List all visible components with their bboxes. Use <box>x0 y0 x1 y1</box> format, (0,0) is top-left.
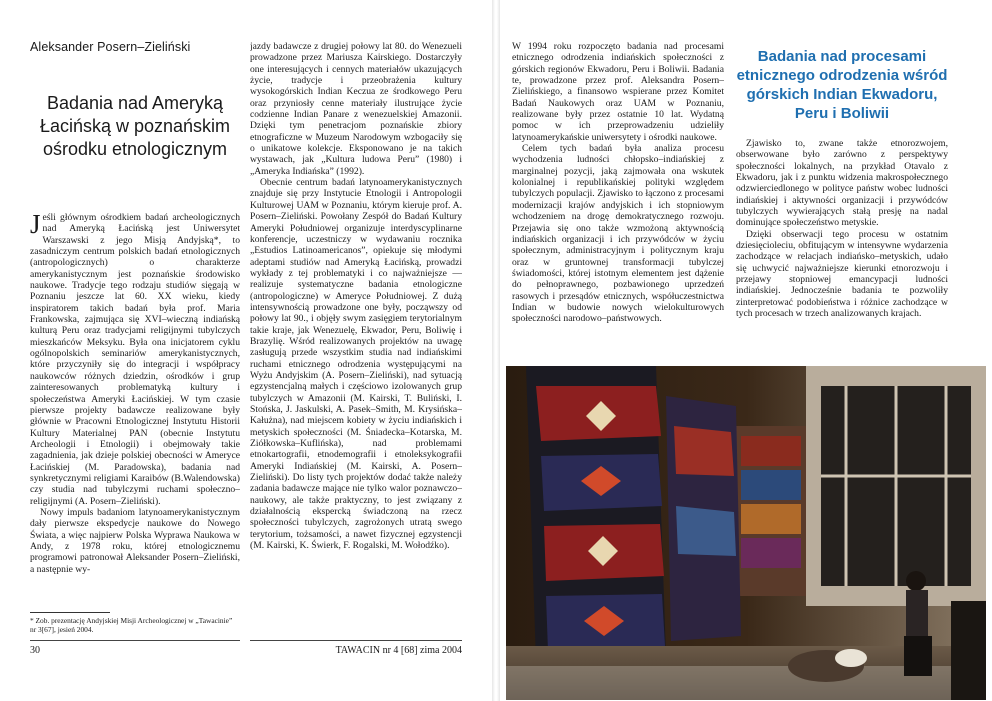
journal-issue: TAWACIN nr 4 [68] zima 2004 <box>335 645 462 656</box>
right-column-2 <box>736 138 948 356</box>
book-gutter <box>492 0 500 701</box>
paragraph: Dzięki obserwacji tego procesu w ostatnim dziesięcioleciu, obfitującym w intensywne wydarzenia zachodzące w relacjach indiańsko–metyskich, udało się uchwycić najważniejsze kierunki etnorozwoju i przejawy stopniowej emancypacji ludności indiańskiej. Jednocześnie badania te pozwoliły zinterpretować podobieństwa i różnice zachodzące w tych procesach w trzech analizowanych krajach. <box>736 228 948 320</box>
page-number: 30 <box>30 645 40 656</box>
footnote: * Zob. prezentację Andyjskiej Misji Archeologicznej w „Tawacinie” nr 3[67], jesień 2004. <box>30 616 233 634</box>
photo-illustration <box>506 366 986 700</box>
market-textiles-photo <box>506 366 986 700</box>
dropcap: J <box>30 212 41 239</box>
left-page <box>0 0 492 701</box>
paragraph <box>30 212 240 507</box>
footer-rule-left <box>30 640 240 641</box>
paragraph: Celem tych badań była analiza procesu wychodzenia ludności chłopsko–indiańskiej z marginalnej pozycji, jaką zajmowała ona wskutek kolonialnej i republikańskiej polityki względem tubylczych populacji. Zjawisko to łączono z procesami modernizacji krajów andyjskich i ich stopniowym wchodzeniem na drogę demokratycznego rozwoju. Przejawia się ono także wzmożoną aktywnością indiańskich organizacji i ich przywódców w życiu społecznym, administracyjnym i politycznym kraju oraz w gruntownej transformacji tubylczej świadomości, której istotnym elementem jest dążenie do pełnoprawnego, pozbawionego uprzedzeń rasowych i przesądów etnicznych, współuczestnictwa Indian w budowie nowych wielokulturowych społeczności narodowo–państwowych. <box>512 143 724 325</box>
author-name: Aleksander Posern–Zieliński <box>30 40 191 54</box>
left-column-2 <box>250 41 462 641</box>
article-title: Badania nad Ameryką Łacińską w poznańskim ośrodku etnologicznym <box>39 93 231 159</box>
paragraph-text: eśli głównym ośrodkiem badań archeologicznych nad Ameryką Łacińską jest Uniwersytet Warszawski z jego Misją Andyjską*, to zasadniczym centrum polskich badań etnologicznych (antropologicznych) o charakterze amerykanistycznym jest poznańskie środowisko naukowe. Tradycje tego rodzaju studiów sięgają w Poznaniu jeszcze lat 60. XX wieku, kiedy inspiratorem takich badań była prof. Maria Frankowska, zajmująca się XVI–wieczną indiańską kulturą Peru oraz tradycjami religijnymi tubylczych mieszkańców Meksyku. Była ona inicjatorem cyklu ogólnopolskich seminariów amerykanistycznych, które przyczyniły się do integracji i współpracy naukowców różnych dziedzin, ośrodków i grup zainteresowanych problematyką kultury i społeczeństwa Ameryki Łacińskiej. W tym czasie pierwsze projekty badawcze realizowane były głównie w Pracowni Etnologicznej Instytutu Historii Kultury Materialnej PAN (obecnie Instytutu Archeologii i Etnologii) i obejmowały takie zagadnienia, jak dzieje polskiej obecności w Ameryce Łacińskiej (M. Paradowska), badania nad synkretycznymi religiami Karaibów (B.Walendowska) czy studia nad tubylczymi ruchami społeczno–religijnymi (A. Posern–Zieliński). <box>30 212 240 507</box>
paragraph: Zjawisko to, zwane także etnorozwojem, obserwowane było zarówno z perspektywy społeczności lokalnych, na przykład Otavalo z Ekwadoru, jak i z punktu widzenia makrospołecznego odzwierciedlonego w polityce państw wobec ludności indiańskiej i aktywności organizacji i przywódców tubylczych wywierających stałą presję na nadal dominujące społeczeństwo metyskie. <box>736 138 948 229</box>
paragraph: Obecnie centrum badań latynoamerykanistycznych znajduje się przy Instytucie Etnologii i Antropologii Kulturowej UAM w Poznaniu, którym kieruje prof. A. Posern–Zieliński. Powołany Zespół do Badań Kultury Ameryki Południowej organizuje interdyscyplinarne konferencje, uczestniczy w wydawaniu rocznika „Estudios Latinoamericanos”, opiekuje się młodymi adeptami studiów nad Ameryką Łacińską, prowadzi wykłady z tej problematyki i co najważniejsze — realizuje systematyczne badania etnologiczne (antropologiczne) w Ameryce Południowej. Z dużą intensywnością prowadzone one były, począwszy od połowy lat 90., i objęły swym zasięgiem terytorialnym takie kraje, jak Wenezuelę, Ekwador, Peru, Boliwię i Brazylię. Wśród realizowanych projektów na uwagę zasługują przede wszystkim studia nad indiańskimi ruchami etnicznego odrodzenia występującymi na Wyżu Andyjskim (A. Posern–Zieliński), nad sytuacją egzystencjalną małych i częściowo izolowanych grup tubylczych w Amazonii (M. Kairski, T. Buliński, I. Stońska, J. Jaskulski, A. Pasek–Smith, M. Krysińska–Kałużna), nad miejscem kobiety w życiu indiańskich i metyskich społeczności (M. Śniadecka–Kotarska, M. Ziółkowska–Kuflińska), nad problemami etnokartografii, etnodemografii i etnoleksykografii Ameryki Indiańskiej (M. Kairski, A. Posern–Zieliński). Do listy tych projektów dodać także należy zadania badawcze mające nie tylko walor poznawczo–naukowy, ale także praktyczny, to jest związany z działalnością ekspercką świadczoną na rzecz społeczności tubylczych, zagrożonych utratą swego terytorium, tożsamości, a nawet fizycznej egzystencji (M. Kairski, K. Świerk, F. Rogalski, M. Wołodźko). <box>250 177 462 552</box>
left-column-1 <box>30 212 240 607</box>
section-title: Badania nad procesami etnicznego odrodzenia wśród górskich Indian Ekwadoru, Peru i Boliwii <box>736 48 948 122</box>
paragraph: W 1994 roku rozpoczęto badania nad procesami etnicznego odrodzenia indiańskich społeczności z górskich regionów Ekwadoru, Peru i Boliwii. Badania te, prowadzone przez prof. Aleksandra Posern–Zielińskiego, a finansowo wspierane przez Komitet Badań Naukowych oraz UAM w Poznaniu, realizowane były przez ostatnie 10 lat. Wydatną pomoc w ich przeprowadzeniu udzieliły latynoamerykańskie uniwersytety i ośrodki naukowe. <box>512 41 724 143</box>
right-column-1 <box>512 41 724 356</box>
footnote-rule <box>30 612 110 613</box>
right-page <box>500 0 992 701</box>
paragraph: Nowy impuls badaniom latynoamerykanistycznym dały pierwsze ekspedycje naukowe do Nowego Świata, a więc najpierw Polska Wyprawa Naukowa w Andy, z 1978 roku, której etnologicznemu programowi patronował Aleksander Posern–Zieliński, a następnie wy- <box>30 506 240 575</box>
footer-rule-right <box>250 640 462 641</box>
paragraph: jazdy badawcze z drugiej połowy lat 80. do Wenezueli prowadzone przez Mariusza Kairskiego. Dostarczyły one interesujących i cennych materiałów ukazujących życie, tradycje i przeobrażenia kultury wysokogórskich Indian Keczua ze środkowego Peru oraz przyniosły cenne materiały ilustrujące życie codzienne Indian Panare z wenezuelskiej Amazonii. Dzięki tym penetracjom poznańskie zbiory etnograficzne w Muzeum Narodowym wzbogaciły się o unikatowe kolekcje. Eksponowano je na takich wystawach, jak „Kultura ludowa Peru” (1980) i „Ameryka Indiańska” (1992). <box>250 41 462 177</box>
